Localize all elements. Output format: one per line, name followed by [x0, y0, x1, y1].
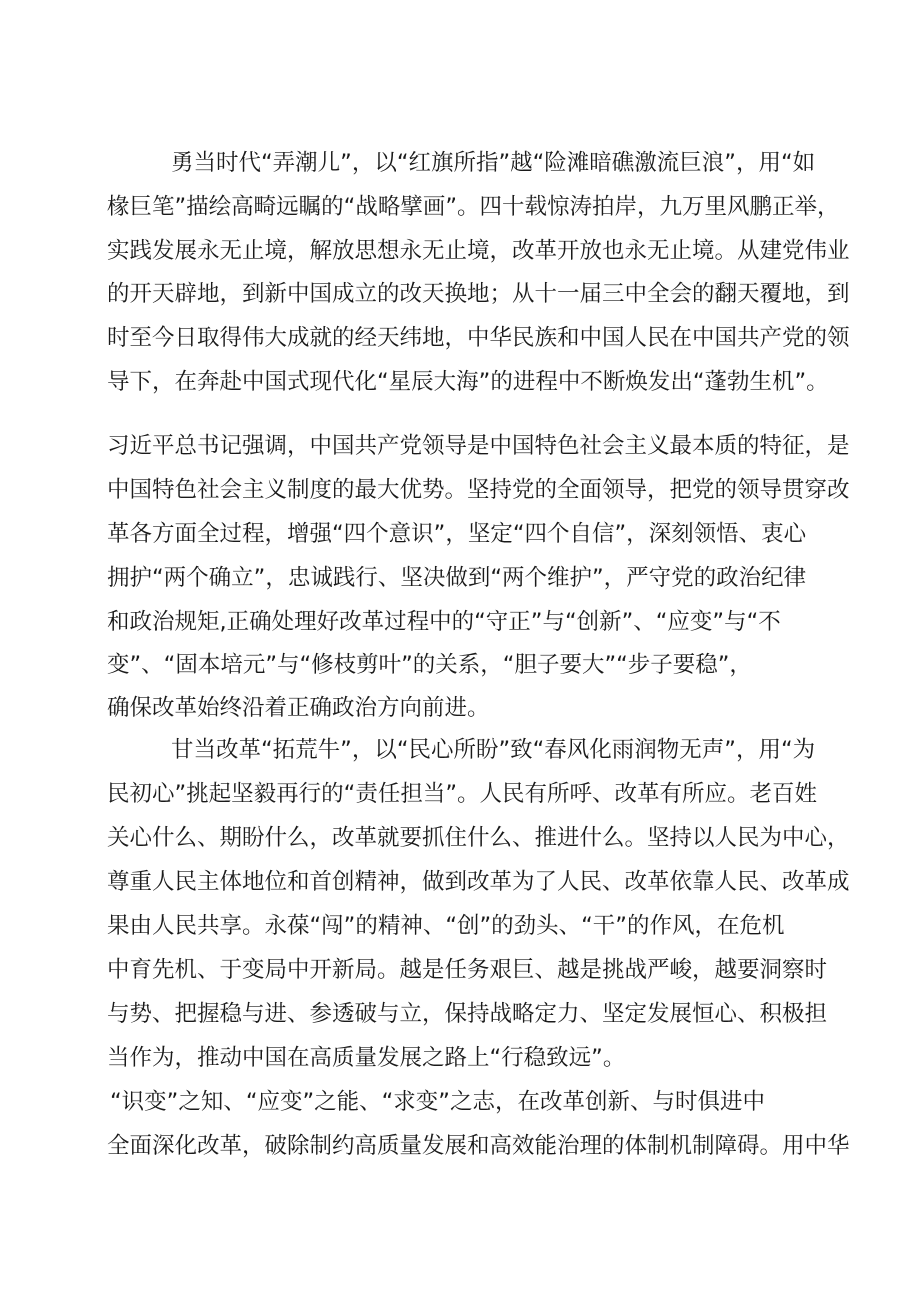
paragraph-2-line-6: 中育先机、于变局中开新局。越是任务艰巨、越是挑战严峻，越要洞察时	[107, 957, 828, 983]
paragraph-3-line-2: 全面深化改革，破除制约高质量发展和高效能治理的体制机制障碍。用中华	[107, 1133, 850, 1159]
paragraph-1-line-4: 的开天辟地，到新中国成立的改天换地；从十一届三中全会的翻天覆地，到	[107, 281, 850, 307]
paragraph-1-line-2: 椽巨笔”描绘高畸远瞩的“战略擘画”。四十载惊涛拍岸，九万里风鹏正举，	[107, 194, 840, 220]
paragraph-3-line-1: “识变”之知、“应变”之能、“求变”之志，在改革创新、与时俱进中	[110, 1089, 765, 1115]
paragraph-1-line-5: 时至今日取得伟大成就的经天纬地，中华民族和中国人民在中国共产党的领	[107, 325, 850, 351]
paragraph-2-line-2: 民初心”挑起坚毅再行的“责任担当”。人民有所呼、改革有所应。老百姓	[107, 781, 817, 807]
paragraph-1-line-9: 革各方面全过程，增强“四个意识”，坚定“四个自信”，深刻领悟、衷心	[107, 521, 807, 547]
paragraph-1-line-11: 和政治规矩,正确处理好改革过程中的“守正”与“创新”、“应变”与“不	[107, 609, 781, 635]
paragraph-2-line-7: 与势、把握稳与进、参透破与立，保持战略定力、坚定发展恒心、积极担	[107, 1001, 828, 1027]
paragraph-1-line-6: 导下，在奔赴中国式现代化“星辰大海”的进程中不断焕发出“蓬勃生机”。	[107, 369, 829, 395]
paragraph-2-line-4: 尊重人民主体地位和首创精神，做到改革为了人民、改革依靠人民、改革成	[107, 869, 850, 895]
paragraph-2-line-1: 甘当改革“拓荒牛”，以“民心所盼”致“春风化雨润物无声”，用“为	[171, 737, 816, 763]
paragraph-2-line-3: 关心什么、期盼什么，改革就要抓住什么、推进什么。坚持以人民为中心，	[107, 825, 850, 851]
paragraph-1-line-13: 确保改革始终沿着正确政治方向前进。	[107, 695, 490, 721]
paragraph-1-line-7: 习近平总书记强调，中国共产党领导是中国特色社会主义最本质的特征，是	[107, 433, 850, 459]
paragraph-1-line-8: 中国特色社会主义制度的最大优势。坚持党的全面领导，把党的领导贯穿改	[107, 477, 850, 503]
paragraph-2-line-5: 果由人民共享。永葆“闯”的精神、“创”的劲头、“干”的作风，在危机	[107, 913, 785, 939]
paragraph-1-line-12: 变”、“固本培元”与“修枝剪叶”的关系，“胆子要大”“步子要稳”，	[107, 652, 752, 678]
paragraph-1-line-1: 勇当时代“弄潮儿”，以“红旗所指”越“险滩暗礁激流巨浪”，用“如	[171, 150, 816, 176]
paragraph-1-line-10: 拥护“两个确立”，忠诚践行、坚决做到“两个维护”，严守党的政治纪律	[107, 565, 807, 591]
paragraph-1-line-3: 实践发展永无止境，解放思想永无止境，改革开放也永无止境。从建党伟业	[107, 238, 850, 264]
paragraph-2-line-8: 当作为，推动中国在高质量发展之路上“行稳致远”。	[107, 1045, 626, 1071]
